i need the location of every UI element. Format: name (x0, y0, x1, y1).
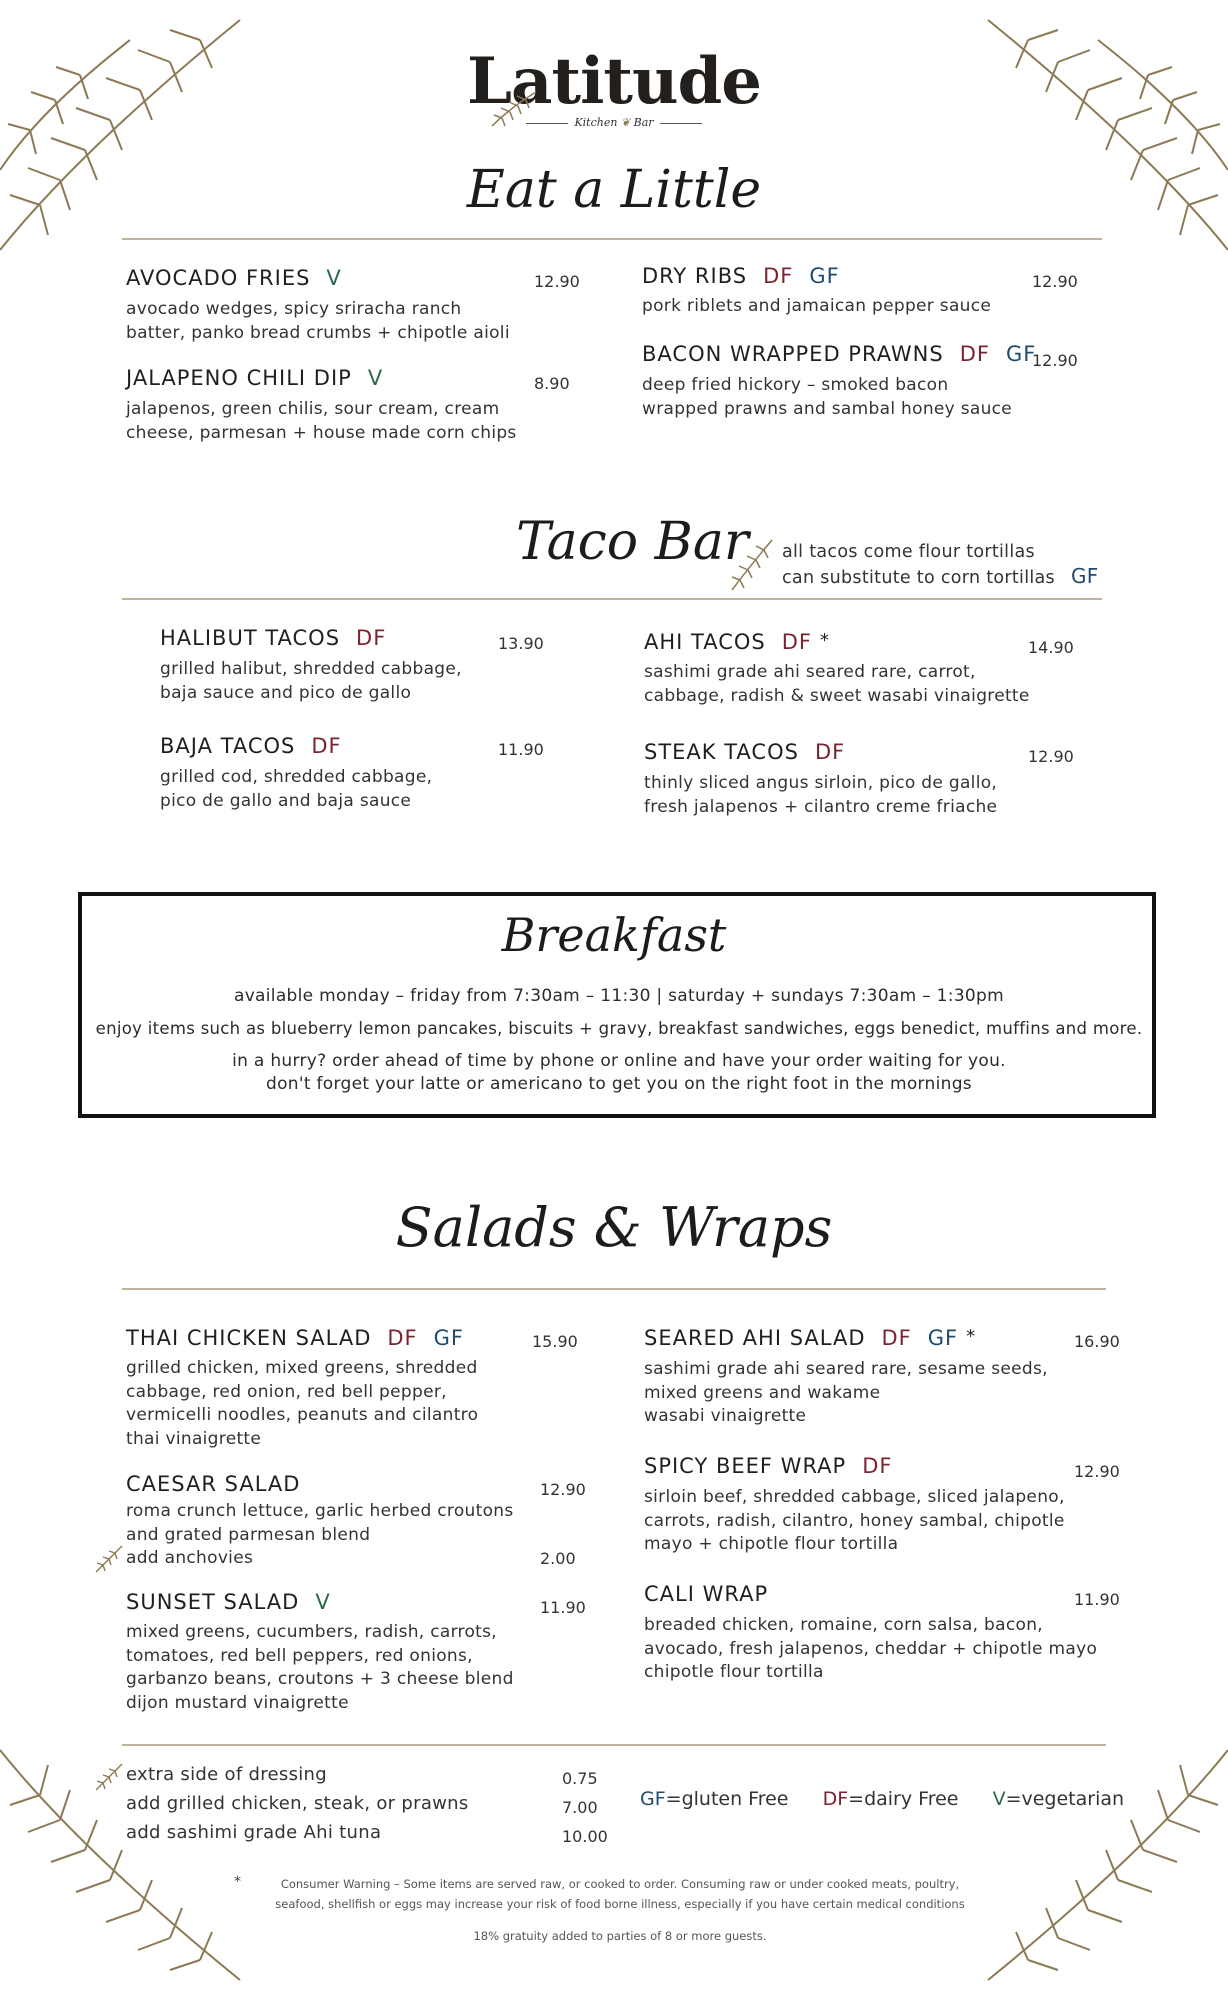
section-title-eat-a-little: Eat a Little (466, 160, 762, 220)
breakfast-hours: available monday – friday from 7:30am – 11:30 | saturday + sundays 7:30am – 1:30pm (233, 986, 1005, 1006)
extra-item-price: 10.00 (562, 1827, 608, 1846)
description-line: avocado, fresh jalapenos, cheddar + chipotle mayo (644, 1638, 1098, 1659)
menu-item-ahi-tacos-name (644, 630, 830, 654)
footer-star: * (234, 1874, 241, 1890)
rosemary-sprig-icon (94, 1762, 124, 1792)
breakfast-order-ahead: in a hurry? order ahead of time by phone or online and have your order waiting for you. (232, 1051, 1006, 1071)
extra-item-label: add sashimi grade Ahi tuna (126, 1822, 382, 1843)
tag-dairy-free: DF (959, 342, 990, 366)
description-line: garbanzo beans, croutons + 3 cheese blend (126, 1669, 514, 1689)
item-name: SUNSET SALAD (126, 1590, 300, 1614)
consumer-warning (180, 1874, 1060, 1914)
menu-item-caesar-salad-name (126, 1472, 300, 1496)
menu-item-price: 15.90 (532, 1332, 578, 1351)
description-line: and grated parmesan blend (126, 1524, 371, 1545)
menu-item-description (642, 295, 991, 319)
extra-item-label: add grilled chicken, steak, or prawns (126, 1793, 469, 1814)
description-line: jalapenos, green chilis, sour cream, cream (126, 399, 500, 419)
extra-item-label: extra side of dressing (126, 1764, 327, 1785)
gratuity-note: 18% gratuity added to parties of 8 or more guests. (473, 1929, 767, 1943)
item-name: JALAPENO CHILI DIP (126, 366, 352, 390)
description-line: tomatoes, red bell peppers, red onions, (126, 1645, 473, 1666)
rosemary-sprig-icon (730, 536, 776, 592)
description-line: cheese, parmesan + house made corn chips (126, 422, 517, 443)
menu-item-price: 12.90 (540, 1480, 586, 1499)
description-line: sashimi grade ahi seared rare, carrot, (644, 662, 976, 682)
description-line: pork riblets and jamaican pepper sauce (642, 296, 992, 316)
tag-dairy-free: DF (356, 626, 387, 650)
menu-item-price: 11.90 (540, 1598, 586, 1617)
description-line: mayo + chipotle flour tortilla (644, 1534, 899, 1554)
dietary-legend (640, 1788, 1124, 1810)
tag-dairy-free: DF (781, 630, 812, 654)
brand-subtitle-bar: Bar (633, 116, 654, 129)
menu-item-baja-tacos-name (160, 734, 342, 758)
section-divider (122, 598, 1102, 600)
tag-dairy-free: DF (814, 740, 846, 764)
tag-dairy-free: DF (763, 264, 794, 288)
menu-item-description (126, 398, 517, 445)
section-divider (122, 1744, 1106, 1746)
menu-item-price: 12.90 (1032, 351, 1078, 370)
menu-item-description (644, 1486, 1065, 1557)
description-line: batter, panko bread crumbs + chipotle aioli (126, 322, 510, 343)
description-line: avocado wedges, spicy sriracha ranch (126, 299, 462, 319)
description-line: fresh jalapenos + cilantro creme friache (644, 796, 998, 817)
item-name: STEAK TACOS (644, 740, 799, 764)
item-name: CALI WRAP (644, 1582, 769, 1606)
description-line: deep fried hickory – smoked bacon (642, 375, 949, 395)
menu-item-price: 11.90 (498, 740, 544, 759)
menu-item-description (642, 374, 1012, 421)
description-line: roma crunch lettuce, garlic herbed croutons (126, 1501, 514, 1521)
legend-text: =gluten Free (665, 1788, 789, 1810)
menu-item-price: 12.90 (1032, 272, 1078, 291)
section-title-breakfast: Breakfast (501, 908, 727, 962)
menu-item-description (644, 1614, 1097, 1685)
description-line: wasabi vinaigrette (644, 1406, 807, 1426)
description-line: dijon mustard vinaigrette (126, 1692, 349, 1713)
extra-item-price: 7.00 (562, 1798, 598, 1817)
divider (526, 123, 568, 124)
item-name: SEARED AHI SALAD (644, 1326, 866, 1350)
description-line: grilled chicken, mixed greens, shredded (126, 1358, 478, 1378)
description-line: cabbage, radish & sweet wasabi vinaigrette (644, 685, 1030, 706)
item-name: AVOCADO FRIES (126, 266, 311, 290)
description-line: grilled halibut, shredded cabbage, (160, 659, 462, 679)
taco-note-line (782, 565, 1099, 591)
rosemary-sprig-icon (94, 1544, 124, 1574)
section-title-taco-bar: Taco Bar (516, 512, 749, 572)
description-line: vermicelli noodles, peanuts and cilantro (126, 1405, 479, 1425)
tag-dairy-free: DF (881, 1326, 912, 1350)
item-name: AHI TACOS (644, 630, 766, 654)
addon-line: add anchovies (126, 1548, 254, 1568)
tag-gluten-free: GF (927, 1326, 959, 1350)
description-line: grilled cod, shredded cabbage, (160, 767, 433, 787)
warning-line: Consumer Warning – Some items are served raw, or cooked to order. Consuming raw or under cooked meats, poultry, (280, 1877, 960, 1891)
extras-list (126, 1760, 469, 1847)
description-line: mixed greens, cucumbers, radish, carrots, (126, 1622, 498, 1642)
item-name: SPICY BEEF WRAP (644, 1454, 847, 1478)
tag-dairy-free: DF (311, 734, 342, 758)
menu-item-description (644, 661, 1030, 708)
brand-subtitle-kitchen: Kitchen (574, 116, 618, 129)
tag-dairy-free: DF (387, 1326, 418, 1350)
menu-item-sunset-salad-name (126, 1590, 331, 1614)
menu-item-description (126, 1621, 514, 1715)
description-line: chipotle flour tortilla (644, 1662, 824, 1682)
menu-item-avocado-fries-name (126, 266, 342, 290)
description-line: sashimi grade ahi seared rare, sesame seeds, (644, 1359, 1048, 1379)
item-name: THAI CHICKEN SALAD (126, 1326, 372, 1350)
menu-item-price: 12.90 (1074, 1462, 1120, 1481)
legend-code-v: V (992, 1788, 1006, 1810)
menu-item-price: 14.90 (1028, 638, 1074, 657)
item-name: CAESAR SALAD (126, 1472, 301, 1496)
tag-gluten-free: GF (433, 1326, 464, 1350)
taco-bar-note (782, 541, 1099, 590)
menu-item-price: 11.90 (1074, 1590, 1120, 1609)
menu-item-cali-wrap-name (644, 1582, 768, 1606)
menu-item-steak-tacos-name (644, 740, 845, 764)
warning-line: seafood, shellfish or eggs may increase your risk of food borne illness, especially if you have certain medical conditions (275, 1897, 965, 1911)
item-name: DRY RIBS (642, 264, 748, 288)
menu-item-description (126, 1500, 514, 1571)
tag-gluten-free: GF (1005, 342, 1037, 366)
description-line: cabbage, red onion, red bell pepper, (126, 1381, 447, 1402)
menu-item-thai-chicken-salad-name (126, 1326, 464, 1350)
menu-item-description (126, 298, 510, 345)
tag-dairy-free: DF (862, 1454, 893, 1478)
menu-item-price: 8.90 (534, 374, 570, 393)
extras-prices (562, 1764, 608, 1851)
description-line: wrapped prawns and sambal honey sauce (642, 398, 1013, 419)
menu-item-spicy-beef-wrap-name (644, 1454, 892, 1478)
menu-item-price: 16.90 (1074, 1332, 1120, 1351)
tag-gluten-free: GF (1070, 563, 1099, 588)
consumer-warning-star: * (820, 630, 830, 651)
rosemary-bottom-right-decoration (968, 1720, 1228, 2000)
section-title-salads-wraps: Salads & Wraps (395, 1196, 833, 1259)
section-divider (122, 1288, 1106, 1290)
brand-logo: Latitude (467, 44, 761, 119)
menu-item-dry-ribs-name (642, 264, 840, 288)
menu-item-jalapeno-chili-dip-name (126, 366, 383, 390)
menu-item-description (644, 1358, 1048, 1429)
leaf-icon: ❦ (620, 116, 631, 129)
divider (660, 123, 702, 124)
description-line: sirloin beef, shredded cabbage, sliced jalapeno, (644, 1487, 1065, 1507)
menu-item-halibut-tacos-name (160, 626, 386, 650)
item-name: BAJA TACOS (160, 734, 296, 758)
addon-price: 2.00 (540, 1549, 576, 1568)
tag-gluten-free: GF (809, 264, 840, 288)
description-line: thai vinaigrette (126, 1428, 262, 1449)
description-line: thinly sliced angus sirloin, pico de gallo, (644, 773, 998, 793)
menu-item-seared-ahi-salad-name (644, 1326, 976, 1350)
item-name: BACON WRAPPED PRAWNS (642, 342, 944, 366)
legend-code-gf: GF (640, 1788, 666, 1810)
brand-subtitle (0, 116, 1228, 129)
description-line: pico de gallo and baja sauce (160, 790, 412, 811)
consumer-warning-star: * (966, 1326, 977, 1347)
taco-note-line: all tacos come flour tortillas (782, 542, 1035, 562)
menu-item-price: 12.90 (1028, 747, 1074, 766)
extra-item-price: 0.75 (562, 1769, 598, 1788)
legend-text: =vegetarian (1005, 1788, 1125, 1810)
tag-vegetarian: V (315, 1590, 331, 1614)
breakfast-items: enjoy items such as blueberry lemon pancakes, biscuits + gravy, breakfast sandwiches, eggs benedict, muffins and more. (95, 1019, 1143, 1038)
legend-text: =dairy Free (848, 1788, 959, 1810)
tag-vegetarian: V (326, 266, 342, 290)
description-line: breaded chicken, romaine, corn salsa, bacon, (644, 1615, 1043, 1635)
section-divider (122, 238, 1102, 240)
legend-code-df: DF (822, 1788, 849, 1810)
menu-item-description (644, 772, 997, 819)
description-line: baja sauce and pico de gallo (160, 682, 412, 703)
menu-item-price: 12.90 (534, 272, 580, 291)
description-line: carrots, radish, cilantro, honey sambal, chipotle (644, 1510, 1065, 1531)
menu-item-price: 13.90 (498, 634, 544, 653)
menu-item-description (160, 766, 432, 813)
tag-vegetarian: V (367, 366, 384, 390)
menu-item-description (160, 658, 462, 705)
menu-item-bacon-wrapped-prawns-name (642, 342, 1036, 366)
item-name: HALIBUT TACOS (160, 626, 341, 650)
menu-item-description (126, 1357, 478, 1451)
taco-note-text: can substitute to corn tortillas (782, 567, 1055, 588)
description-line: mixed greens and wakame (644, 1382, 881, 1403)
breakfast-coffee-note: don't forget your latte or americano to get you on the right foot in the mornings (266, 1074, 972, 1094)
